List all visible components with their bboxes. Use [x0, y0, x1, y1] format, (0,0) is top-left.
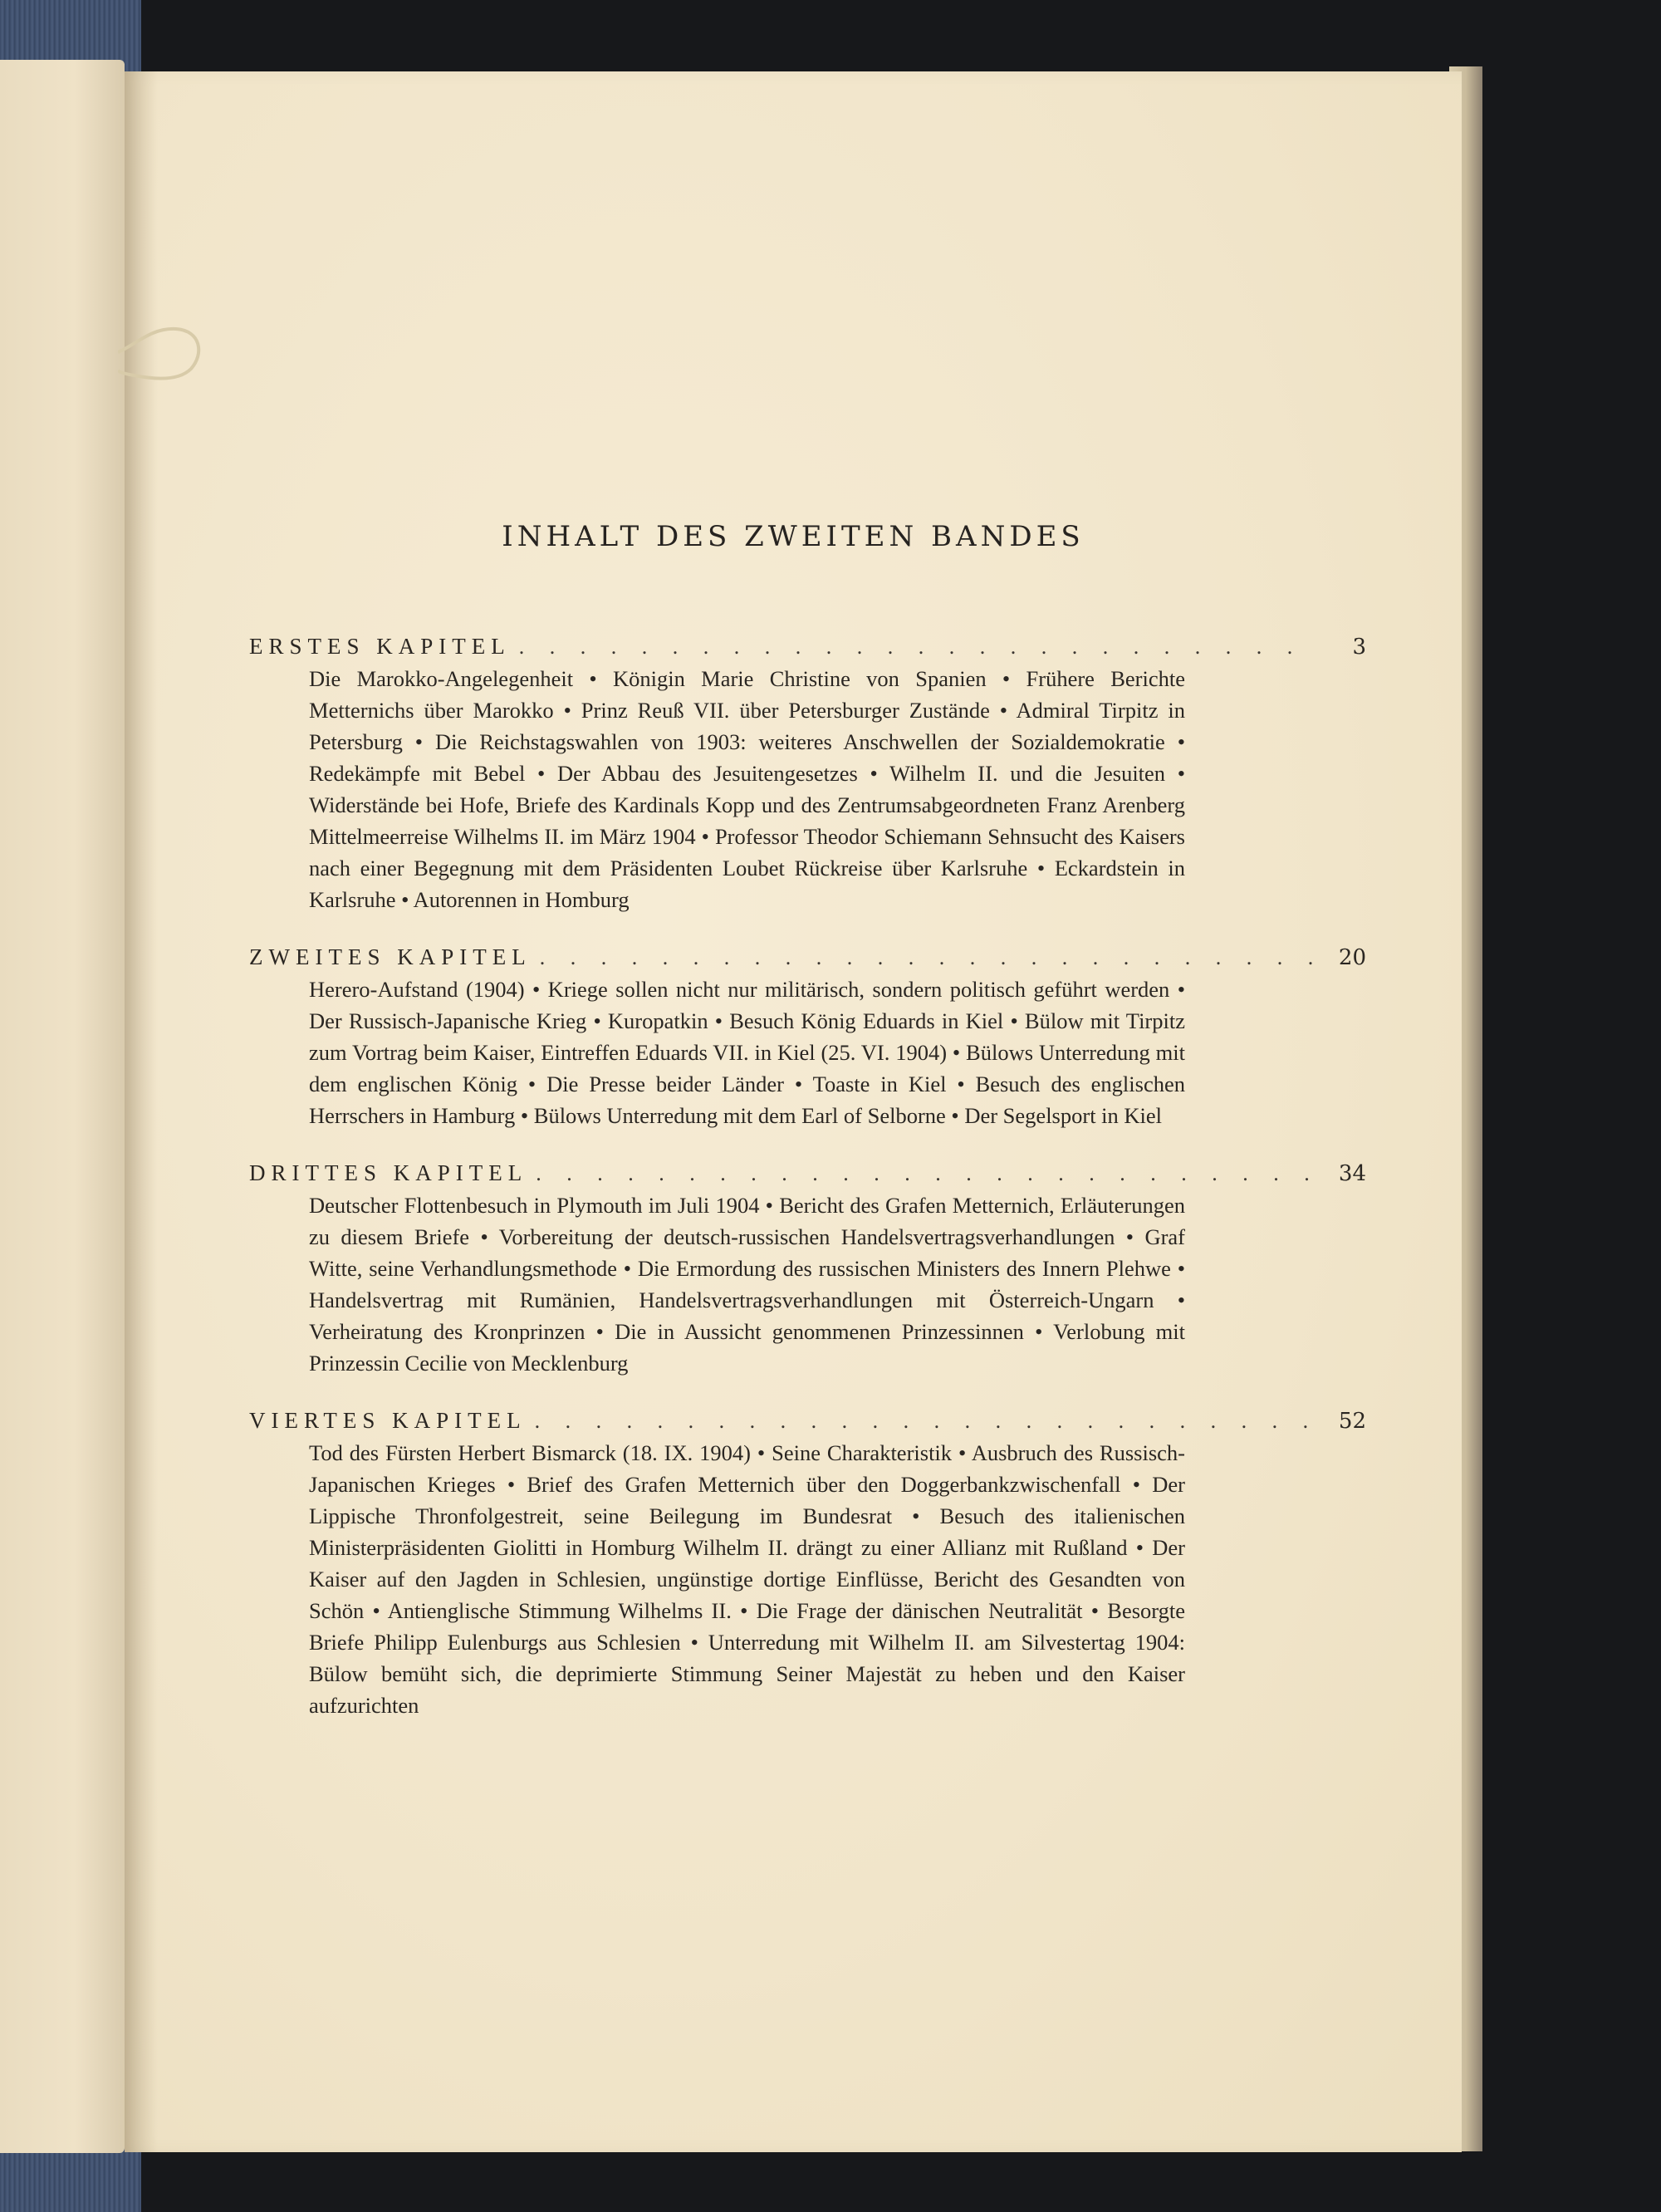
toc-entry [249, 940, 1366, 1131]
toc-entry [249, 1404, 1366, 1721]
chapter-heading [249, 630, 1366, 663]
dot-leader [540, 941, 1318, 974]
chapter-title: ERSTES KAPITEL [249, 634, 511, 659]
chapter-summary: Tod des Fürsten Herbert Bismarck (18. IX. 1904) • Seine Charakteristik • Ausbruch des Russisch-Japanischen Krieges • Brief des Grafen Metternich über den Doggerbankzwischenfall • Der Lippische Thronfolgestreit, seine Beilegung im Bundesrat • Besuch des italienischen Ministerpräsidenten Giolitti in Homburg Wilhelm II. drängt zu einer Allianz mit Rußland • Der Kaiser auf den Jagden in Schlesien, ungünstige dortige Einflüsse, Bericht des Gesandten von Schön • Antienglische Stimmung Wilhelms II. • Die Frage der dänischen Neutralität • Besorgte Briefe Philipp Eulenburgs aus Schlesien • Unterredung mit Wilhelm II. am Silvestertag 1904: Bülow bemüht sich, die deprimierte Stimmung Seiner Majestät zu heben und den Kaiser aufzurichten [309, 1440, 1185, 1718]
chapter-page-number: 3 [1352, 635, 1366, 660]
chapter-title: VIERTES KAPITEL [249, 1408, 527, 1433]
chapter-heading [249, 1404, 1366, 1437]
dot-leader [535, 1405, 1318, 1438]
toc-entry [249, 630, 1366, 915]
chapter-summary: Deutscher Flottenbesuch in Plymouth im Juli 1904 • Bericht des Grafen Metternich, Erläuterungen zu diesem Briefe • Vorbereitung der deutsch-russischen Handelsvertragsverhandlungen • Graf Witte, seine Verhandlungsmethode • Die Ermordung des russischen Ministers des Innern Plehwe • Handelsvertrag mit Rumänien, Handelsvertragsverhandlungen mit Österreich-Ungarn • Verheiratung des Kronprinzen • Die in Aussicht genommenen Prinzessinnen • Verlobung mit Prinzessin Cecilie von Mecklenburg [309, 1193, 1185, 1376]
chapter-title: DRITTES KAPITEL [249, 1160, 528, 1185]
dot-leader [536, 1157, 1318, 1190]
left-page-edge [0, 60, 125, 2153]
bookmark-thread-icon [118, 321, 209, 387]
chapter-heading [249, 1156, 1366, 1189]
chapter-page-number: 20 [1338, 945, 1366, 970]
toc-entry [249, 1156, 1366, 1379]
chapter-heading [249, 940, 1366, 974]
page-title: INHALT DES ZWEITEN BANDES [502, 520, 1085, 553]
toc-list [249, 630, 1366, 1746]
chapter-summary: Herero-Aufstand (1904) • Kriege sollen nicht nur militärisch, sondern politisch geführt werden • Der Russisch-Japanische Krieg • Kuropatkin • Besuch König Eduards in Kiel • Bülow mit Tirpitz zum Vortrag beim Kaiser, Eintreffen Eduards VII. in Kiel (25. VI. 1904) • Bülows Unterredung mit dem englischen König • Die Presse beider Länder • Toaste in Kiel • Besuch des englischen Herrschers in Hamburg • Bülows Unterredung mit dem Earl of Selborne • Der Segelsport in Kiel [309, 977, 1185, 1128]
chapter-summary: Die Marokko-Angelegenheit • Königin Marie Christine von Spanien • Frühere Berichte Metternichs über Marokko • Prinz Reuß VII. über Petersburger Zustände • Admiral Tirpitz in Petersburg • Die Reichstagswahlen von 1903: weiteres Anschwellen der Sozialdemokratie • Redekämpfe mit Bebel • Der Abbau des Jesuitengesetzes • Wilhelm II. und die Jesuiten • Widerstände bei Hofe, Briefe des Kardinals Kopp und des Zentrumsabgeordneten Franz Arenberg Mittelmeerreise Wilhelms II. im März 1904 • Professor Theodor Schiemann Sehnsucht des Kaisers nach einer Begegnung mit dem Präsidenten Loubet Rückreise über Karlsruhe • Eckardstein in Karlsruhe • Autorennen in Homburg [309, 666, 1185, 912]
table-of-contents-page [125, 71, 1462, 2152]
chapter-page-number: 52 [1338, 1409, 1366, 1434]
chapter-page-number: 34 [1338, 1161, 1366, 1186]
dot-leader [519, 630, 1318, 664]
chapter-title: ZWEITES KAPITEL [249, 944, 532, 969]
